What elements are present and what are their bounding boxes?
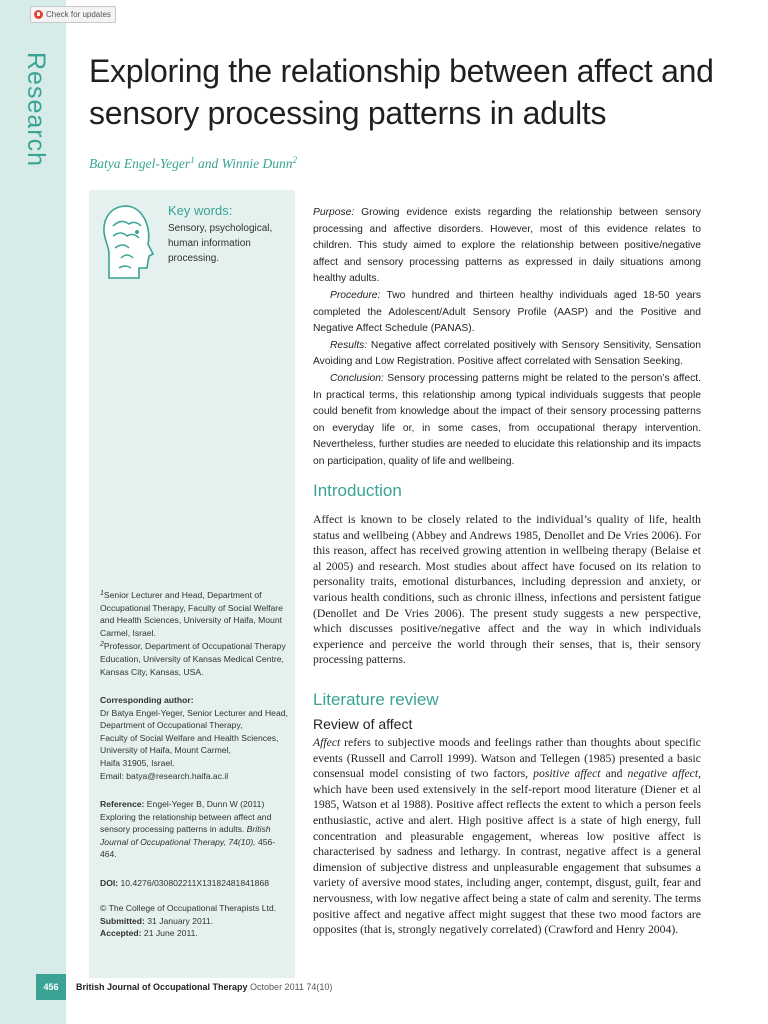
abstract-results [313, 338, 701, 371]
lit-text-part: , which have been used extensively in the self-report mood literature (Diener et al 1985, Watson et al 1988). Positive affect reflects the extent to which a person feels enthusiastic, active and alert. High positive affect is a state of high energy, full concentration and pleasurable engagement, whereas low positive affect is characterised by sadness and lethargy. In contrast, negative affect is a general dimension of subjective distress and unpleasurable engagement that subsumes a variety of aversive mood states, including anger, contempt, disgust, guilt, fear and nervousness, with low negative affect being a state of calm and serenity. The terms positive affect and negative affect might suggest that these two mood factors are opposites (that is, strongly negatively correlated) (Crawford and Henry 2004). [313, 767, 701, 937]
abstract-procedure [313, 288, 701, 338]
affiliation-2 [100, 639, 290, 678]
conclusion-label: Conclusion: [330, 372, 384, 384]
reference-label: Reference: [100, 799, 145, 809]
copyright: © The College of Occupational Therapists Ltd. [100, 903, 277, 913]
corresponding-line: Department of Occupational Therapy, [100, 720, 243, 731]
corresponding-line: Haifa 31905, Israel. [100, 757, 175, 768]
corresponding-email[interactable]: Email: batya@research.haifa.ac.il [100, 770, 229, 781]
affiliation-1-mark: 1 [100, 590, 104, 597]
accepted-value: 21 June 2011. [141, 928, 198, 939]
literature-heading: Literature review [313, 690, 439, 709]
footer-date: October 2011 74(10) [250, 982, 333, 992]
affiliations [100, 588, 290, 678]
lit-positive-term: positive affect [533, 767, 601, 781]
procedure-text: Two hundred and thirteen healthy individuals aged 18-50 years completed the Adolescent/Adult Sensory Profile (AASP) and the Positive and Negative Affect Schedule (PANAS). [313, 289, 701, 335]
affiliation-2-text: Professor, Department of Occupational Therapy Education, University of Kansas Medical Centre, Kansas City, Kansas, USA. [100, 641, 286, 677]
dates-block [100, 902, 290, 940]
corresponding-label: Corresponding author: [100, 695, 194, 705]
literature-text [313, 735, 701, 938]
reference-block [100, 798, 290, 861]
article-title: Exploring the relationship between affect and sensory processing patterns in adults [89, 53, 714, 131]
purpose-label: Purpose: [313, 207, 355, 218]
corresponding-line: University of Haifa, Mount Carmel, [100, 745, 231, 756]
author-conjunction: and [194, 156, 222, 171]
abstract-conclusion [313, 371, 701, 471]
author-1-mark: 1 [190, 155, 195, 165]
reference-journal: British Journal of Occupational Therapy, 74(10), [100, 824, 271, 847]
author-2-mark: 2 [292, 155, 297, 165]
affiliation-1 [100, 588, 290, 639]
introduction-text: Affect is known to be closely related to the individual’s quality of life, health status and wellbeing (Abbey and Andrews 1985, Denollet and De Vries 2006). For this reason, affect has received growing attention in wellbeing therapy (Belaise et al 2005) and research. Most studies about affect have focused on its relation to personality traits, emotional disturbances, including depression and anxiety, or various health conditions, such as chronic illness, infections and persistent fatigue (Denollet and De Vries 2006). The present study suggests a new perspective, which discusses positive/negative affect and the way in which individuals experience and perceive the world through their senses, that is, their sensory processing patterns. [313, 513, 701, 667]
corresponding-line: Dr Batya Engel-Yeger, Senior Lecturer and Head, [100, 707, 288, 718]
lit-text-part: and [600, 767, 628, 781]
doi-value[interactable]: 10.4276/030802211X13182481841868 [118, 878, 270, 888]
lit-negative-term: negative affect [627, 767, 699, 781]
article-authors [89, 155, 297, 172]
purpose-text: Growing evidence exists regarding the relationship between sensory processing and affective disorders. However, most of this evidence relates to children. This study aimed to explore the relationship between positive/negative affect and sensory processing patterns as expressed in daily situations among healthy adults. [313, 207, 701, 285]
affiliation-2-mark: 2 [100, 641, 104, 649]
lit-affect-term: Affect [313, 736, 341, 749]
author-2: Winnie Dunn [221, 156, 293, 171]
keywords-heading: Key words: [168, 203, 233, 218]
accepted-label: Accepted: [100, 928, 142, 939]
head-emblem-icon [99, 202, 155, 284]
reference-text: Engel-Yeger B, Dunn W (2011) Exploring the relationship between affect and sensory processing patterns in adults. [100, 799, 272, 835]
submitted-value: 31 January 2011. [144, 915, 214, 926]
affiliation-1-text: Senior Lecturer and Head, Department of Occupational Therapy, Faculty of Social Welfare and Health Sciences, University of Haifa, Mount Carmel, Israel. [100, 590, 283, 638]
keywords-text: Sensory, psychological, human information processing. [168, 223, 273, 264]
check-for-updates-label: Check for updates [46, 10, 111, 19]
corresponding-line: Faculty of Social Welfare and Health Sciences, [100, 732, 279, 743]
procedure-label: Procedure: [330, 289, 381, 301]
introduction-heading: Introduction [313, 481, 402, 500]
affect-subheading: Review of affect [313, 716, 413, 732]
abstract-purpose [313, 205, 701, 288]
footer-journal: British Journal of Occupational Therapy [76, 982, 248, 992]
doi-label: DOI: [100, 878, 119, 888]
results-text: Negative affect correlated positively with Sensory Sensitivity, Sensation Avoiding and Low Registration. Positive affect correlated with Sensation Seeking. [313, 339, 701, 368]
page-number: 456 [36, 974, 66, 1000]
reference-pages: 456-464. [100, 836, 276, 860]
submitted-label: Submitted: [100, 915, 145, 926]
results-label: Results: [330, 339, 368, 351]
section-label: Research [22, 52, 50, 167]
lit-text-part: refers to subjective moods and feelings rather than thoughts about specific events (Russell and Carroll 1999). Watson and Tellegen (1985) presented a basic consensual model consisting of two factors, [313, 736, 701, 781]
crossmark-icon [34, 10, 43, 19]
conclusion-text: Sensory processing patterns might be related to the person’s affect. In practical terms, this relationship among typical individuals suggests that people could benefit from knowledge about the impact of their sensory processing patterns on everyday life or, in some cases, from occupational therapy intervention. Nevertheless, further studies are needed to elucidate this relationship and its impacts on participation, quality of life and wellbeing. [313, 372, 701, 467]
doi-block [100, 877, 290, 890]
check-for-updates-button[interactable] [30, 6, 116, 23]
author-1: Batya Engel-Yeger [89, 156, 191, 171]
journal-footer [76, 982, 332, 992]
abstract [313, 205, 701, 471]
corresponding-author [100, 694, 290, 782]
